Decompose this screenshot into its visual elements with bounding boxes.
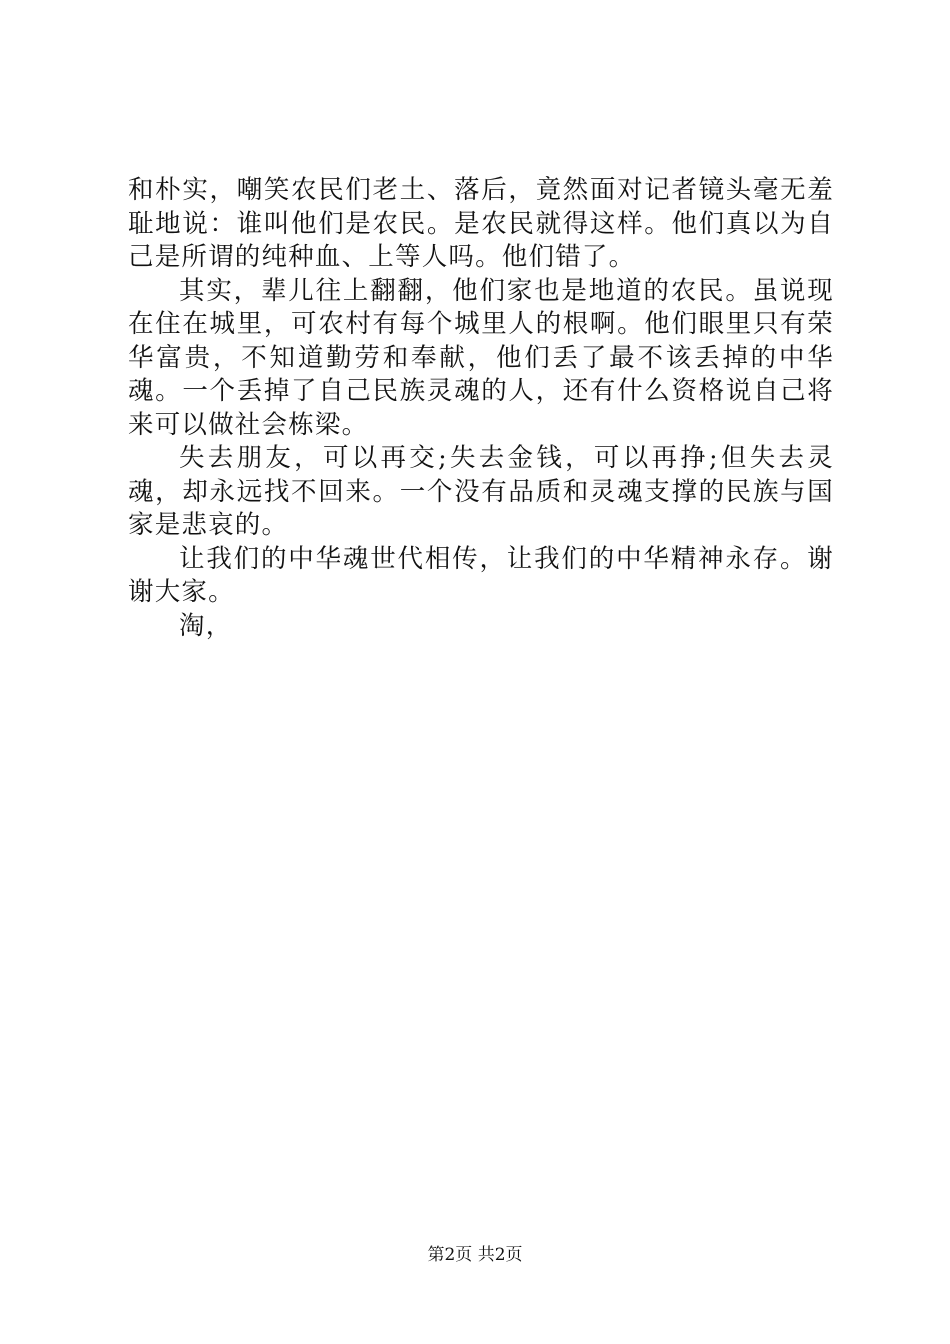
paragraph-4: 让我们的中华魂世代相传，让我们的中华精神永存。谢谢大家。 xyxy=(128,543,834,607)
document-body xyxy=(128,174,834,643)
paragraph-5: 淘， xyxy=(179,610,233,641)
paragraph-3: 失去朋友，可以再交;失去金钱，可以再挣;但失去灵魂，却永远找不回来。一个没有品质和灵魂支撑的民族与国家是悲哀的。 xyxy=(128,443,834,540)
paragraph-2: 其实，辈儿往上翻翻，他们家也是地道的农民。虽说现在住在城里，可农村有每个城里人的根啊。他们眼里只有荣华富贵，不知道勤劳和奉献，他们丢了最不该丢掉的中华魂。一个丢掉了自己民族灵魂的人，还有什么资格说自己将来可以做社会栋梁。 xyxy=(128,275,834,440)
paragraph-1: 和朴实，嘲笑农民们老土、落后，竟然面对记者镜头毫无羞耻地说：谁叫他们是农民。是农民就得这样。他们真以为自己是所谓的纯种血、上等人吗。他们错了。 xyxy=(128,175,834,272)
page-footer: 第2页 共2页 xyxy=(427,1245,523,1265)
